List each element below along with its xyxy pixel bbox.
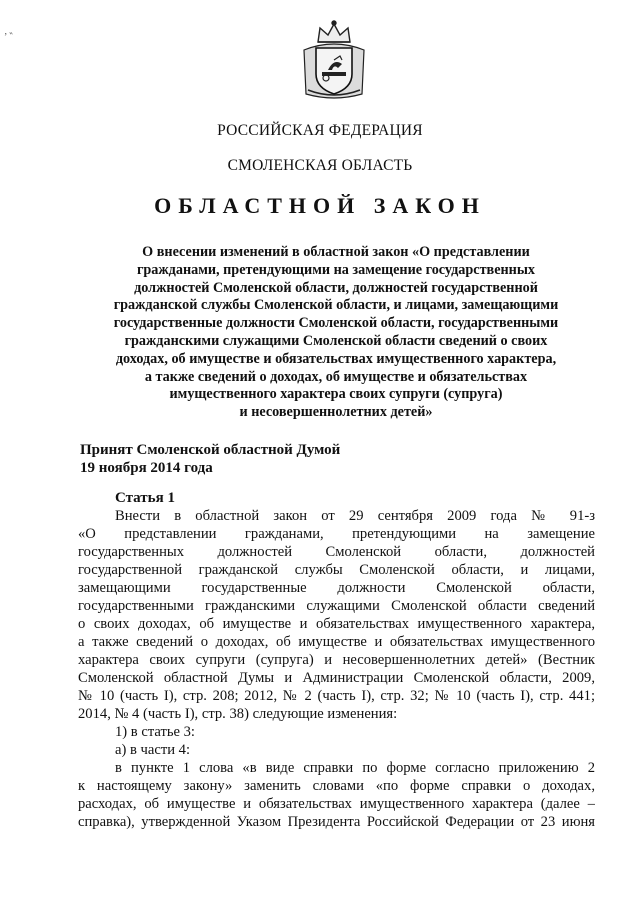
region-name: СМОЛЕНСКАЯ ОБЛАСТЬ [227,157,413,174]
article-line: расходах, об имуществе и обязательствах имущественного характера (далее – [78,796,595,812]
article-line: Внести в областной закон от 29 сентября 2009 года № 91-з [115,508,595,524]
subject-line: и несовершеннолетних детей» [239,404,433,421]
adoption-body: Принят Смоленской областной Думой [80,442,341,458]
article-line: государственных должностей Смоленской области, должностей [78,544,595,560]
article-line: о своих доходах, об имуществе и обязательствах имущественного характера, [78,616,595,632]
article-line: Смоленской областной Думы и Администрации Смоленской области, 2009, [78,670,595,686]
article-line: 1) в статье 3: [115,724,195,740]
subject-line: О внесении изменений в областной закон «О представлении [142,244,530,260]
article-line: в пункте 1 слова «в виде справки по форме согласно приложению 2 [115,760,595,776]
article-line: государственной гражданской службы Смоленской области, и лицами, [78,562,595,578]
article-line: а) в части 4: [115,742,191,758]
article-line: а также сведений о доходах, об имуществе и обязательствах имущественного [78,634,595,650]
coat-of-arms-icon [298,20,370,102]
article-line: справка), утвержденной Указом Президента Российской Федерации от 23 июня [78,814,595,830]
subject-line: гражданами, претендующими на замещение государственных [136,261,536,278]
article-line: 2014, № 4 (часть I), стр. 38) следующие изменения: [78,706,398,722]
article-line: «О представлении гражданами, претендующими на замещение [78,526,595,542]
article-body [78,507,595,831]
adoption-date: 19 ноября 2014 года [80,460,213,476]
subject-line: гражданскими служащими Смоленской области сведений о своих [124,332,548,349]
article-line: к настоящему закону» заменить словами «по форме справки о доходах, [78,778,595,794]
subject-line: гражданской службы Смоленской области, и лицами, замещающими [113,297,559,314]
article-line: государственными гражданскими служащими Смоленской области сведений [78,598,595,614]
subject-line: доходах, об имуществе и обязательствах имущественного характера, [115,350,557,367]
article-line: замещающими государственные должности Смоленской области, [78,580,595,596]
scan-margin-mark: ’ ‶ [4,32,13,43]
article-line: характера своих супруги (супруга) и несовершеннолетних детей» (Вестник [78,652,595,668]
subject-line: государственные должности Смоленской области, государственными [113,315,559,332]
subject-line: а также сведений о доходах, об имуществе и обязательствах [144,368,528,385]
law-subject-title [80,244,592,422]
article-line: № 10 (часть I), стр. 208; 2012, № 2 (часть I), стр. 32; № 10 (часть I), стр. 441; [78,688,595,704]
article-heading: Статья 1 [115,490,175,506]
subject-line: должностей Смоленской области, должностей государственной [134,279,538,296]
subject-line: имущественного характера своих супруги (супруга) [169,386,503,403]
country-name: РОССИЙСКАЯ ФЕДЕРАЦИЯ [217,122,423,139]
document-type-title: ОБЛАСТНОЙ ЗАКОН [154,193,486,218]
adoption-note [80,441,340,477]
